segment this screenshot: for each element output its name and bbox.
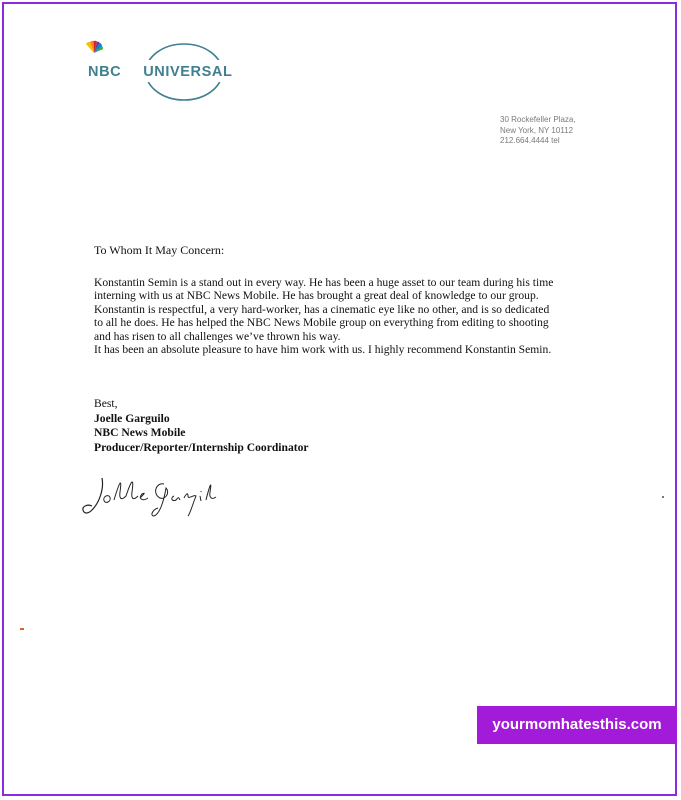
watermark-banner: yourmomhatesthis.com [477,706,677,744]
signer-name: Joelle Garguilo [94,411,170,425]
closing-phrase: Best, [94,397,118,410]
body-paragraph-2: It has been an absolute pleasure to have him work with us. I highly recommend Konstantin Semin. [94,343,552,357]
letter-body [94,276,554,356]
company-address [500,115,576,147]
handwritten-signature [80,470,240,520]
logo-word-universal: UNIVERSAL [143,64,233,80]
address-line-phone: 212.664.4444 tel [500,136,560,145]
scan-speck [20,628,24,630]
signer-title: Producer/Reporter/Internship Coordinator [94,440,309,454]
body-paragraph-1: Konstantin Semin is a stand out in every way. He has been a huge asset to our team during his time interning with us at NBC News Mobile. He has brought a great deal of knowledge to our group. Konstantin is respectful, a very hard-worker, has a cinematic eye like no other, and is so dedicated to all he does. He has helped the NBC News Mobile group on everything from editing to shooting and has risen to all challenges we’ve thrown his way. [94,276,554,343]
nbc-universal-logo [84,40,274,104]
logo-wordmark [88,64,232,80]
address-line-city: New York, NY 10112 [500,125,574,135]
peacock-icon [84,40,104,54]
letter-closing [94,397,309,455]
signer-organization: NBC News Mobile [94,426,186,439]
logo-word-nbc: NBC [88,64,122,80]
address-line-street: 30 Rockefeller Plaza, [500,115,576,124]
salutation: To Whom It May Concern: [94,243,225,257]
scan-speck [662,496,664,498]
